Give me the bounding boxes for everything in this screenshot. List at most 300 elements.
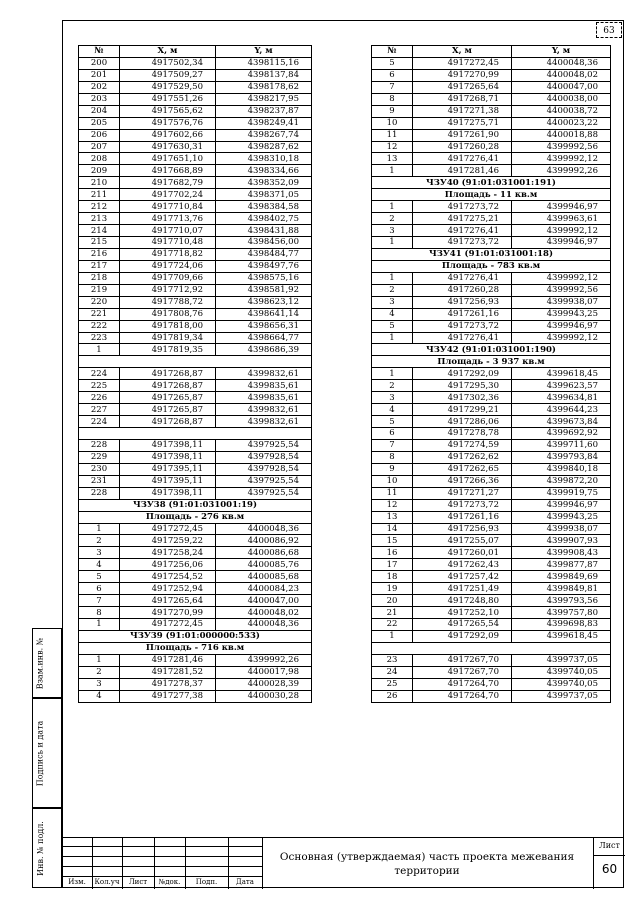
point-number: 21 — [372, 607, 413, 619]
point-number: 26 — [372, 690, 413, 702]
x-coordinate: 4917259,22 — [120, 535, 216, 547]
blank-cell — [372, 642, 611, 654]
y-coordinate: 4398352,09 — [216, 177, 312, 189]
point-number: 210 — [79, 177, 120, 189]
x-coordinate: 4917258,24 — [120, 547, 216, 559]
y-coordinate: 4398310,18 — [216, 153, 312, 165]
point-number: 228 — [79, 487, 120, 499]
y-coordinate: 4399992,12 — [512, 153, 611, 165]
table-row — [372, 678, 611, 690]
point-number: 24 — [372, 666, 413, 678]
table-row — [79, 607, 312, 619]
y-coordinate: 4399740,05 — [512, 678, 611, 690]
table-row — [372, 523, 611, 535]
table-row — [79, 475, 312, 487]
point-number: 202 — [79, 81, 120, 93]
point-number: 224 — [79, 368, 120, 380]
x-coordinate: 4917702,24 — [120, 189, 216, 201]
y-coordinate: 4399943,25 — [512, 511, 611, 523]
table-row — [372, 165, 611, 177]
table-row — [79, 571, 312, 583]
y-coordinate: 4399849,69 — [512, 571, 611, 583]
section-heading-row — [79, 642, 312, 654]
y-coordinate: 4399618,45 — [512, 368, 611, 380]
point-number: 2 — [372, 380, 413, 392]
point-number: 223 — [79, 332, 120, 344]
x-coordinate: 4917276,41 — [413, 153, 512, 165]
point-number: 1 — [372, 368, 413, 380]
sheet-number: 60 — [601, 862, 618, 876]
page-tag: 63 — [596, 22, 622, 38]
y-coordinate: 4398484,77 — [216, 248, 312, 260]
table-row — [79, 177, 312, 189]
x-coordinate: 4917274,59 — [413, 439, 512, 451]
x-coordinate: 4917275,71 — [413, 117, 512, 129]
point-number: 1 — [79, 523, 120, 535]
y-coordinate: 4399946,97 — [512, 237, 611, 249]
x-coordinate: 4917710,48 — [120, 237, 216, 249]
table-row — [79, 392, 312, 404]
x-coordinate: 4917265,54 — [413, 619, 512, 631]
y-coordinate: 4399908,43 — [512, 547, 611, 559]
x-coordinate: 4917819,35 — [120, 344, 216, 356]
x-coordinate: 4917261,90 — [413, 129, 512, 141]
point-number: 9 — [372, 105, 413, 117]
section-heading-row — [372, 248, 611, 260]
point-number: 4 — [372, 404, 413, 416]
y-coordinate: 4399832,61 — [216, 368, 312, 380]
x-coordinate: 4917265,64 — [413, 81, 512, 93]
point-number: 13 — [372, 153, 413, 165]
point-number: 228 — [79, 439, 120, 451]
table-row — [79, 248, 312, 260]
point-number: 220 — [79, 296, 120, 308]
point-number: 18 — [372, 571, 413, 583]
header-y: Y, м — [512, 46, 611, 58]
table-row — [372, 93, 611, 105]
y-coordinate: 4398371,05 — [216, 189, 312, 201]
y-coordinate: 4399943,25 — [512, 308, 611, 320]
x-coordinate: 4917281,52 — [120, 666, 216, 678]
x-coordinate: 4917267,70 — [413, 654, 512, 666]
section-heading: Площадь - 3 937 кв.м — [372, 356, 611, 368]
section-heading: ЧЗУ38 (91:01:031001:19) — [79, 499, 312, 511]
x-coordinate: 4917262,43 — [413, 559, 512, 571]
x-coordinate: 4917551,26 — [120, 93, 216, 105]
point-number: 213 — [79, 213, 120, 225]
y-coordinate: 4398456,00 — [216, 237, 312, 249]
y-coordinate: 4399835,61 — [216, 392, 312, 404]
y-coordinate: 4400086,68 — [216, 547, 312, 559]
y-coordinate: 4398115,16 — [216, 57, 312, 69]
y-coordinate: 4399992,56 — [512, 141, 611, 153]
table-row — [79, 595, 312, 607]
x-coordinate: 4917271,27 — [413, 487, 512, 499]
y-coordinate: 4398178,62 — [216, 81, 312, 93]
point-number: 1 — [372, 630, 413, 642]
point-number: 17 — [372, 559, 413, 571]
table-row — [79, 260, 312, 272]
x-coordinate: 4917272,45 — [413, 57, 512, 69]
x-coordinate: 4917276,41 — [413, 225, 512, 237]
point-number: 205 — [79, 117, 120, 129]
section-heading-row — [79, 511, 312, 523]
y-coordinate: 4399618,45 — [512, 630, 611, 642]
table-row — [372, 666, 611, 678]
point-number: 212 — [79, 201, 120, 213]
x-coordinate: 4917668,89 — [120, 165, 216, 177]
point-number: 215 — [79, 237, 120, 249]
table-row — [372, 380, 611, 392]
point-number: 224 — [79, 416, 120, 428]
point-number: 2 — [79, 535, 120, 547]
point-number: 5 — [372, 320, 413, 332]
table-row — [79, 189, 312, 201]
y-coordinate: 4400018,88 — [512, 129, 611, 141]
y-coordinate: 4400023,22 — [512, 117, 611, 129]
x-coordinate: 4917709,66 — [120, 272, 216, 284]
point-number: 11 — [372, 129, 413, 141]
table-row — [79, 57, 312, 69]
table-row — [372, 690, 611, 702]
x-coordinate: 4917260,28 — [413, 284, 512, 296]
blank-cell — [79, 428, 312, 440]
section-heading: Площадь - 276 кв.м — [79, 511, 312, 523]
y-coordinate: 4399946,97 — [512, 499, 611, 511]
x-coordinate: 4917278,37 — [120, 678, 216, 690]
table-row — [79, 201, 312, 213]
header-y: Y, м — [216, 46, 312, 58]
point-number: 1 — [79, 619, 120, 631]
y-coordinate: 4400017,98 — [216, 666, 312, 678]
x-coordinate: 4917281,46 — [413, 165, 512, 177]
point-number: 1 — [372, 272, 413, 284]
x-coordinate: 4917248,80 — [413, 595, 512, 607]
y-coordinate: 4397925,54 — [216, 439, 312, 451]
x-coordinate: 4917276,41 — [413, 272, 512, 284]
x-coordinate: 4917272,45 — [120, 523, 216, 535]
y-coordinate: 4400030,28 — [216, 690, 312, 702]
table-row — [79, 332, 312, 344]
x-coordinate: 4917273,72 — [413, 499, 512, 511]
point-number: 11 — [372, 487, 413, 499]
x-coordinate: 4917712,92 — [120, 284, 216, 296]
table-row — [372, 511, 611, 523]
x-coordinate: 4917272,45 — [120, 619, 216, 631]
x-coordinate: 4917262,65 — [413, 463, 512, 475]
y-coordinate: 4398384,58 — [216, 201, 312, 213]
table-row — [79, 237, 312, 249]
header-x: X, м — [120, 46, 216, 58]
table-row — [79, 368, 312, 380]
section-heading-row — [79, 630, 312, 642]
point-number: 9 — [372, 463, 413, 475]
x-coordinate: 4917808,76 — [120, 308, 216, 320]
x-coordinate: 4917286,06 — [413, 416, 512, 428]
y-coordinate: 4398402,75 — [216, 213, 312, 225]
y-coordinate: 4399919,75 — [512, 487, 611, 499]
y-coordinate: 4399992,12 — [512, 272, 611, 284]
table-row — [372, 57, 611, 69]
x-coordinate: 4917268,87 — [120, 368, 216, 380]
y-coordinate: 4399832,61 — [216, 416, 312, 428]
point-number: 7 — [79, 595, 120, 607]
point-number: 229 — [79, 451, 120, 463]
y-coordinate: 4399992,56 — [512, 284, 611, 296]
point-number: 204 — [79, 105, 120, 117]
y-coordinate: 4399740,05 — [512, 666, 611, 678]
x-coordinate: 4917252,94 — [120, 583, 216, 595]
point-number: 5 — [372, 416, 413, 428]
y-coordinate: 4397928,54 — [216, 451, 312, 463]
table-row — [372, 272, 611, 284]
y-coordinate: 4397925,54 — [216, 475, 312, 487]
x-coordinate: 4917651,10 — [120, 153, 216, 165]
x-coordinate: 4917302,36 — [413, 392, 512, 404]
y-coordinate: 4398334,66 — [216, 165, 312, 177]
y-coordinate: 4397928,54 — [216, 463, 312, 475]
x-coordinate: 4917276,41 — [413, 332, 512, 344]
side-label: Взам.инв. № — [35, 637, 45, 689]
point-number: 4 — [372, 308, 413, 320]
y-coordinate: 4400048,36 — [512, 57, 611, 69]
table-row — [79, 619, 312, 631]
x-coordinate: 4917266,36 — [413, 475, 512, 487]
x-coordinate: 4917788,72 — [120, 296, 216, 308]
y-coordinate: 4399946,97 — [512, 201, 611, 213]
point-number: 216 — [79, 248, 120, 260]
y-coordinate: 4400048,02 — [216, 607, 312, 619]
table-row — [372, 559, 611, 571]
blank-cell — [79, 356, 312, 368]
point-number: 1 — [79, 344, 120, 356]
stamp-col-doc: №док. — [158, 878, 181, 886]
table-row — [79, 463, 312, 475]
table-row — [372, 141, 611, 153]
section-heading-row — [372, 177, 611, 189]
point-number: 218 — [79, 272, 120, 284]
table-row — [79, 213, 312, 225]
y-coordinate: 4400038,72 — [512, 105, 611, 117]
point-number: 6 — [79, 583, 120, 595]
x-coordinate: 4917565,62 — [120, 105, 216, 117]
y-coordinate: 4399946,97 — [512, 320, 611, 332]
table-row — [372, 535, 611, 547]
point-number: 2 — [372, 213, 413, 225]
table-row — [79, 165, 312, 177]
coordinates-table-left — [78, 45, 312, 703]
header-x: X, м — [413, 46, 512, 58]
y-coordinate: 4399711,60 — [512, 439, 611, 451]
point-number: 1 — [372, 237, 413, 249]
x-coordinate: 4917713,76 — [120, 213, 216, 225]
point-number: 3 — [79, 678, 120, 690]
table-row — [372, 392, 611, 404]
y-coordinate: 4399992,26 — [512, 165, 611, 177]
point-number: 227 — [79, 404, 120, 416]
point-number: 8 — [79, 607, 120, 619]
table-row — [79, 105, 312, 117]
table-row — [79, 296, 312, 308]
y-coordinate: 4398137,84 — [216, 69, 312, 81]
x-coordinate: 4917295,30 — [413, 380, 512, 392]
x-coordinate: 4917630,31 — [120, 141, 216, 153]
table-row — [79, 117, 312, 129]
point-number: 19 — [372, 583, 413, 595]
table-row — [372, 499, 611, 511]
point-number: 7 — [372, 439, 413, 451]
x-coordinate: 4917251,49 — [413, 583, 512, 595]
y-coordinate: 4398431,88 — [216, 225, 312, 237]
point-number: 7 — [372, 81, 413, 93]
point-number: 10 — [372, 117, 413, 129]
title-block — [62, 837, 624, 888]
y-coordinate: 4398267,74 — [216, 129, 312, 141]
table-row — [372, 547, 611, 559]
y-coordinate: 4398575,16 — [216, 272, 312, 284]
x-coordinate: 4917682,79 — [120, 177, 216, 189]
point-number: 25 — [372, 678, 413, 690]
stamp-col-date: Дата — [236, 878, 254, 886]
x-coordinate: 4917264,70 — [413, 678, 512, 690]
point-number: 8 — [372, 451, 413, 463]
table-row — [79, 690, 312, 702]
point-number: 3 — [372, 392, 413, 404]
y-coordinate: 4398656,31 — [216, 320, 312, 332]
x-coordinate: 4917576,76 — [120, 117, 216, 129]
table-row — [372, 451, 611, 463]
table-row — [372, 153, 611, 165]
y-coordinate: 4399793,84 — [512, 451, 611, 463]
point-number: 230 — [79, 463, 120, 475]
side-field-signature-date — [32, 698, 62, 808]
y-coordinate: 4400048,36 — [216, 523, 312, 535]
point-number: 2 — [79, 666, 120, 678]
side-label: Инв. № подл. — [35, 820, 45, 876]
point-number: 225 — [79, 380, 120, 392]
y-coordinate: 4399737,05 — [512, 690, 611, 702]
point-number: 2 — [372, 284, 413, 296]
x-coordinate: 4917273,72 — [413, 201, 512, 213]
x-coordinate: 4917277,38 — [120, 690, 216, 702]
table-row — [79, 93, 312, 105]
table-row — [372, 308, 611, 320]
table-row — [372, 607, 611, 619]
point-number: 3 — [372, 296, 413, 308]
table-row — [372, 284, 611, 296]
x-coordinate: 4917267,70 — [413, 666, 512, 678]
point-number: 203 — [79, 93, 120, 105]
section-heading-row — [79, 499, 312, 511]
x-coordinate: 4917268,87 — [120, 416, 216, 428]
point-number: 20 — [372, 595, 413, 607]
x-coordinate: 4917292,09 — [413, 368, 512, 380]
table-row — [79, 81, 312, 93]
x-coordinate: 4917602,66 — [120, 129, 216, 141]
y-coordinate: 4399992,26 — [216, 654, 312, 666]
point-number: 1 — [79, 654, 120, 666]
x-coordinate: 4917724,06 — [120, 260, 216, 272]
point-number: 1 — [372, 332, 413, 344]
x-coordinate: 4917256,93 — [413, 296, 512, 308]
section-heading-row — [372, 344, 611, 356]
stamp-col-sign: Подп. — [195, 878, 218, 886]
point-number: 6 — [372, 428, 413, 440]
table-row — [79, 416, 312, 428]
y-coordinate: 4398641,14 — [216, 308, 312, 320]
point-number: 15 — [372, 535, 413, 547]
table-row — [372, 105, 611, 117]
x-coordinate: 4917256,06 — [120, 559, 216, 571]
table-row — [372, 368, 611, 380]
y-coordinate: 4397925,54 — [216, 487, 312, 499]
table-row — [79, 666, 312, 678]
table-row — [372, 296, 611, 308]
table-row — [79, 225, 312, 237]
x-coordinate: 4917710,84 — [120, 201, 216, 213]
point-number: 12 — [372, 141, 413, 153]
table-row — [79, 654, 312, 666]
table-row — [372, 416, 611, 428]
section-heading: ЧЗУ39 (91:01:000000:533) — [79, 630, 312, 642]
point-number: 201 — [79, 69, 120, 81]
section-heading-row — [372, 189, 611, 201]
x-coordinate: 4917271,38 — [413, 105, 512, 117]
table-row — [372, 619, 611, 631]
stamp-col-sheet: Лист — [128, 878, 148, 886]
table-row — [372, 595, 611, 607]
y-coordinate: 4398623,12 — [216, 296, 312, 308]
x-coordinate: 4917270,99 — [120, 607, 216, 619]
x-coordinate: 4917718,82 — [120, 248, 216, 260]
header-num: № — [372, 46, 413, 58]
header-num: № — [79, 46, 120, 58]
table-row — [372, 332, 611, 344]
point-number: 4 — [79, 690, 120, 702]
point-number: 6 — [372, 69, 413, 81]
table-row — [372, 69, 611, 81]
point-number: 5 — [79, 571, 120, 583]
x-coordinate: 4917398,11 — [120, 439, 216, 451]
table-row — [372, 117, 611, 129]
point-number: 221 — [79, 308, 120, 320]
x-coordinate: 4917398,11 — [120, 451, 216, 463]
table-row — [79, 308, 312, 320]
x-coordinate: 4917710,07 — [120, 225, 216, 237]
point-number: 206 — [79, 129, 120, 141]
x-coordinate: 4917265,64 — [120, 595, 216, 607]
y-coordinate: 4398237,87 — [216, 105, 312, 117]
table-row — [79, 523, 312, 535]
point-number: 211 — [79, 189, 120, 201]
y-coordinate: 4399644,23 — [512, 404, 611, 416]
x-coordinate: 4917818,00 — [120, 320, 216, 332]
x-coordinate: 4917278,78 — [413, 428, 512, 440]
table-row — [79, 344, 312, 356]
table-row — [79, 69, 312, 81]
x-coordinate: 4917819,34 — [120, 332, 216, 344]
y-coordinate: 4398249,41 — [216, 117, 312, 129]
point-number: 217 — [79, 260, 120, 272]
x-coordinate: 4917254,52 — [120, 571, 216, 583]
y-coordinate: 4399872,20 — [512, 475, 611, 487]
x-coordinate: 4917292,09 — [413, 630, 512, 642]
table-row — [79, 583, 312, 595]
y-coordinate: 4400085,68 — [216, 571, 312, 583]
table-row — [79, 404, 312, 416]
x-coordinate: 4917398,11 — [120, 487, 216, 499]
y-coordinate: 4400048,36 — [216, 619, 312, 631]
